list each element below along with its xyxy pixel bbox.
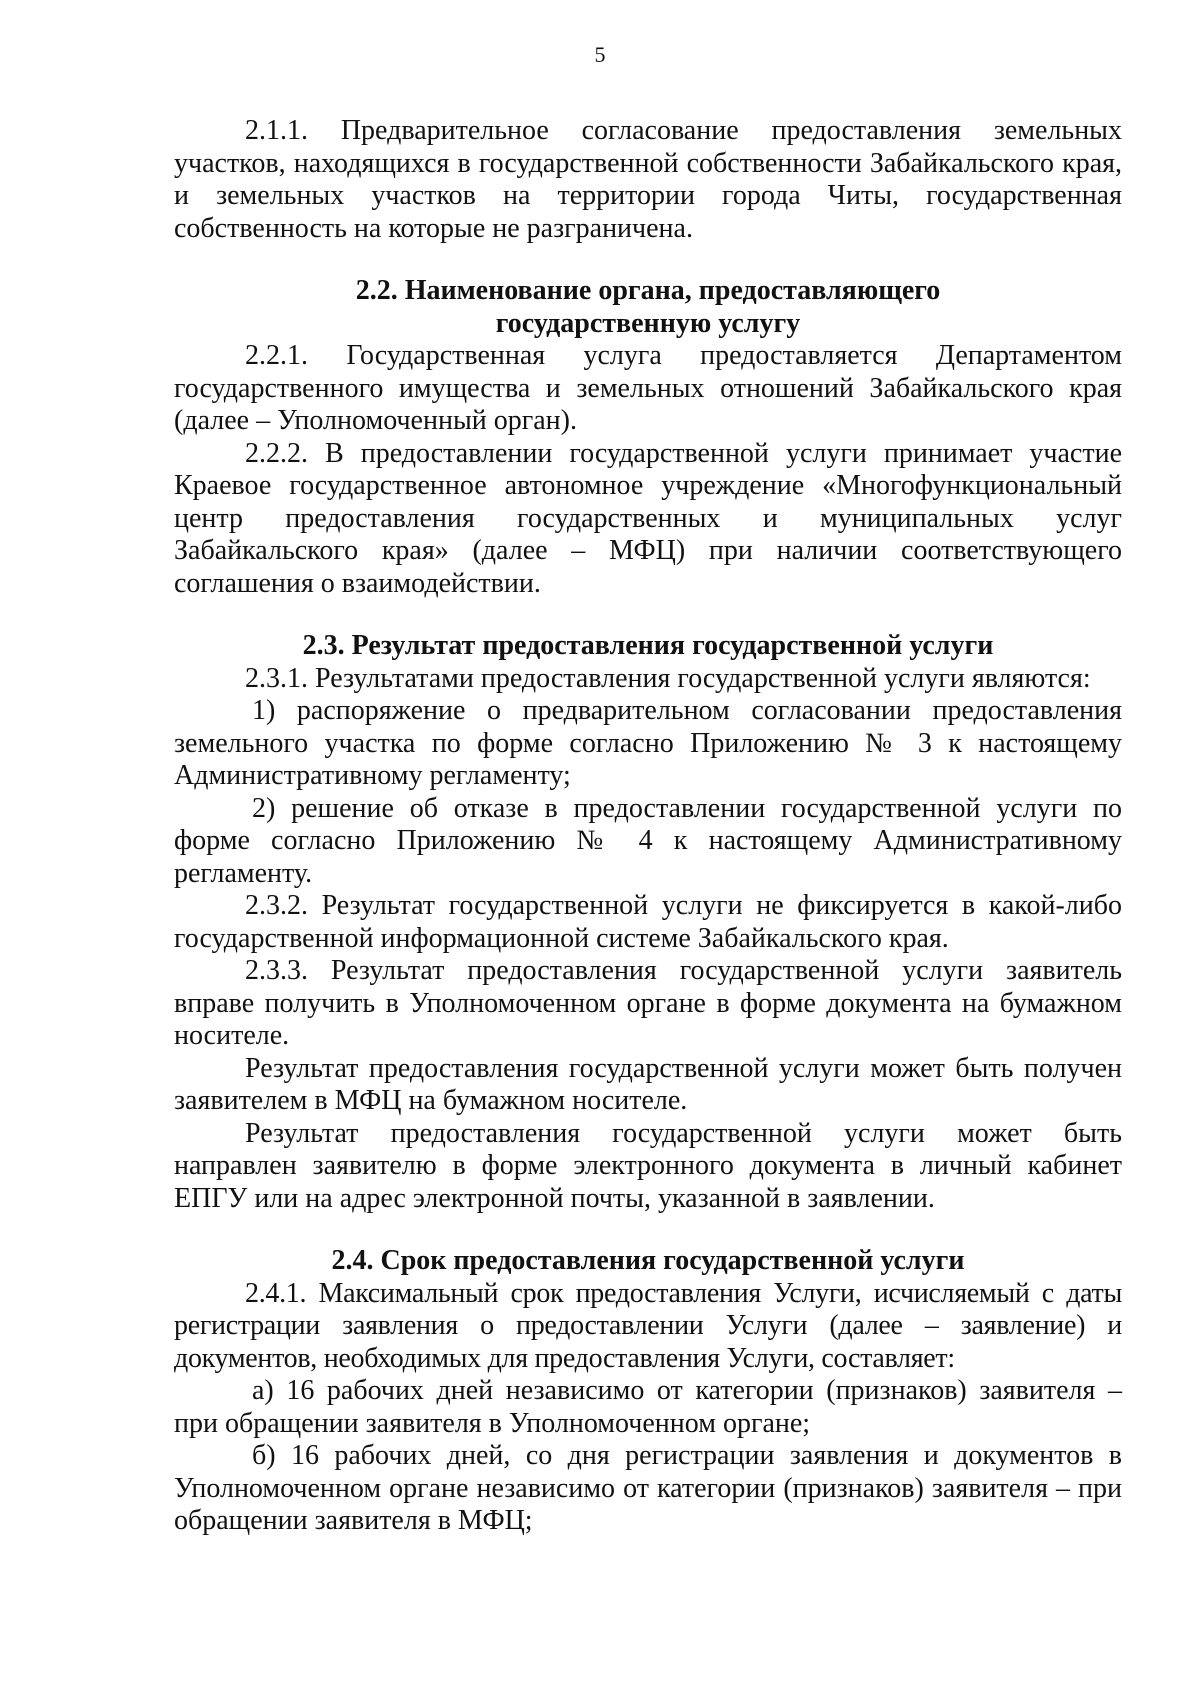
list-item-b: б) 16 рабочих дней, со дня регистрации заявления и документов в Уполномоченном органе независимо от категории (признаков) заявителя – при обращении заявителя в МФЦ;: [174, 1440, 1122, 1536]
section-2-2-heading-line1: 2.2. Наименование органа, предоставляющего: [355, 275, 941, 306]
paragraph-2-3-2: 2.3.2. Результат государственной услуги не фиксируется в какой-либо государственной информационной системе Забайкальского края.: [174, 890, 1122, 954]
paragraph-result-epgu: Результат предоставления государственной услуги может быть направлен заявителю в форме электронного документа в личный кабинет ЕПГУ или на адрес электронной почты, указанной в заявлении.: [174, 1117, 1122, 1214]
section-2-3-heading: 2.3. Результат предоставления государственной услуги: [302, 630, 994, 661]
document-body: [174, 115, 1122, 1538]
list-item-1: 1) распоряжение о предварительном согласовании предоставления земельного участка по форме согласно Приложению № 3 к настоящему Административному регламенту;: [174, 695, 1122, 791]
section-2-2-heading: [174, 275, 1122, 340]
paragraph-2-3-3: 2.3.3. Результат предоставления государственной услуги заявитель вправе получить в Уполномоченном органе в форме документа на бумажном носителе.: [174, 955, 1122, 1051]
section-gap: [174, 600, 1122, 630]
list-item-2: 2) решение об отказе в предоставлении государственной услуги по форме согласно Приложению № 4 к настоящему Административному регламенту.: [174, 792, 1122, 889]
paragraph-2-4-1: 2.4.1. Максимальный срок предоставления Услуги, исчисляемый с даты регистрации заявления о предоставлении Услуги (далее – заявление) и документов, необходимых для предоставления Услуги, составляет:: [174, 1277, 1122, 1374]
paragraph-2-2-2: 2.2.2. В предоставлении государственной услуги принимает участие Краевое государственное автономное учреждение «Многофункциональный центр предоставления государственных и муниципальных услуг Забайкальского края» (далее – МФЦ) при наличии соответствующего соглашения о взаимодействии.: [174, 437, 1122, 599]
section-2-4-heading: 2.4. Срок предоставления государственной услуги: [331, 1245, 965, 1276]
section-2-2-heading-line2: государственную услугу: [495, 307, 801, 339]
paragraph-2-3-1: 2.3.1. Результатами предоставления государственной услуги являются:: [245, 662, 1091, 694]
section-gap: [174, 245, 1122, 275]
section-2-4: [174, 1245, 1122, 1538]
list-item-a: а) 16 рабочих дней независимо от категории (признаков) заявителя – при обращении заявителя в Уполномоченном органе;: [174, 1375, 1122, 1439]
page-number: 5: [594, 42, 606, 67]
section-2-2: [174, 275, 1122, 600]
paragraph-2-1-1: 2.1.1. Предварительное согласование предоставления земельных участков, находящихся в государственной собственности Забайкальского края, и земельных участков на территории города Читы, государственная собственность на которые не разграничена.: [174, 115, 1122, 244]
section-2-3: [174, 630, 1122, 1215]
paragraph-2-2-1: 2.2.1. Государственная услуга предоставляется Департаментом государственного имущества и земельных отношений Забайкальского края (далее – Уполномоченный орган).: [174, 340, 1122, 436]
section-gap: [174, 1215, 1122, 1245]
paragraph-result-mfc: Результат предоставления государственной услуги может быть получен заявителем в МФЦ на бумажном носителе.: [174, 1052, 1122, 1116]
